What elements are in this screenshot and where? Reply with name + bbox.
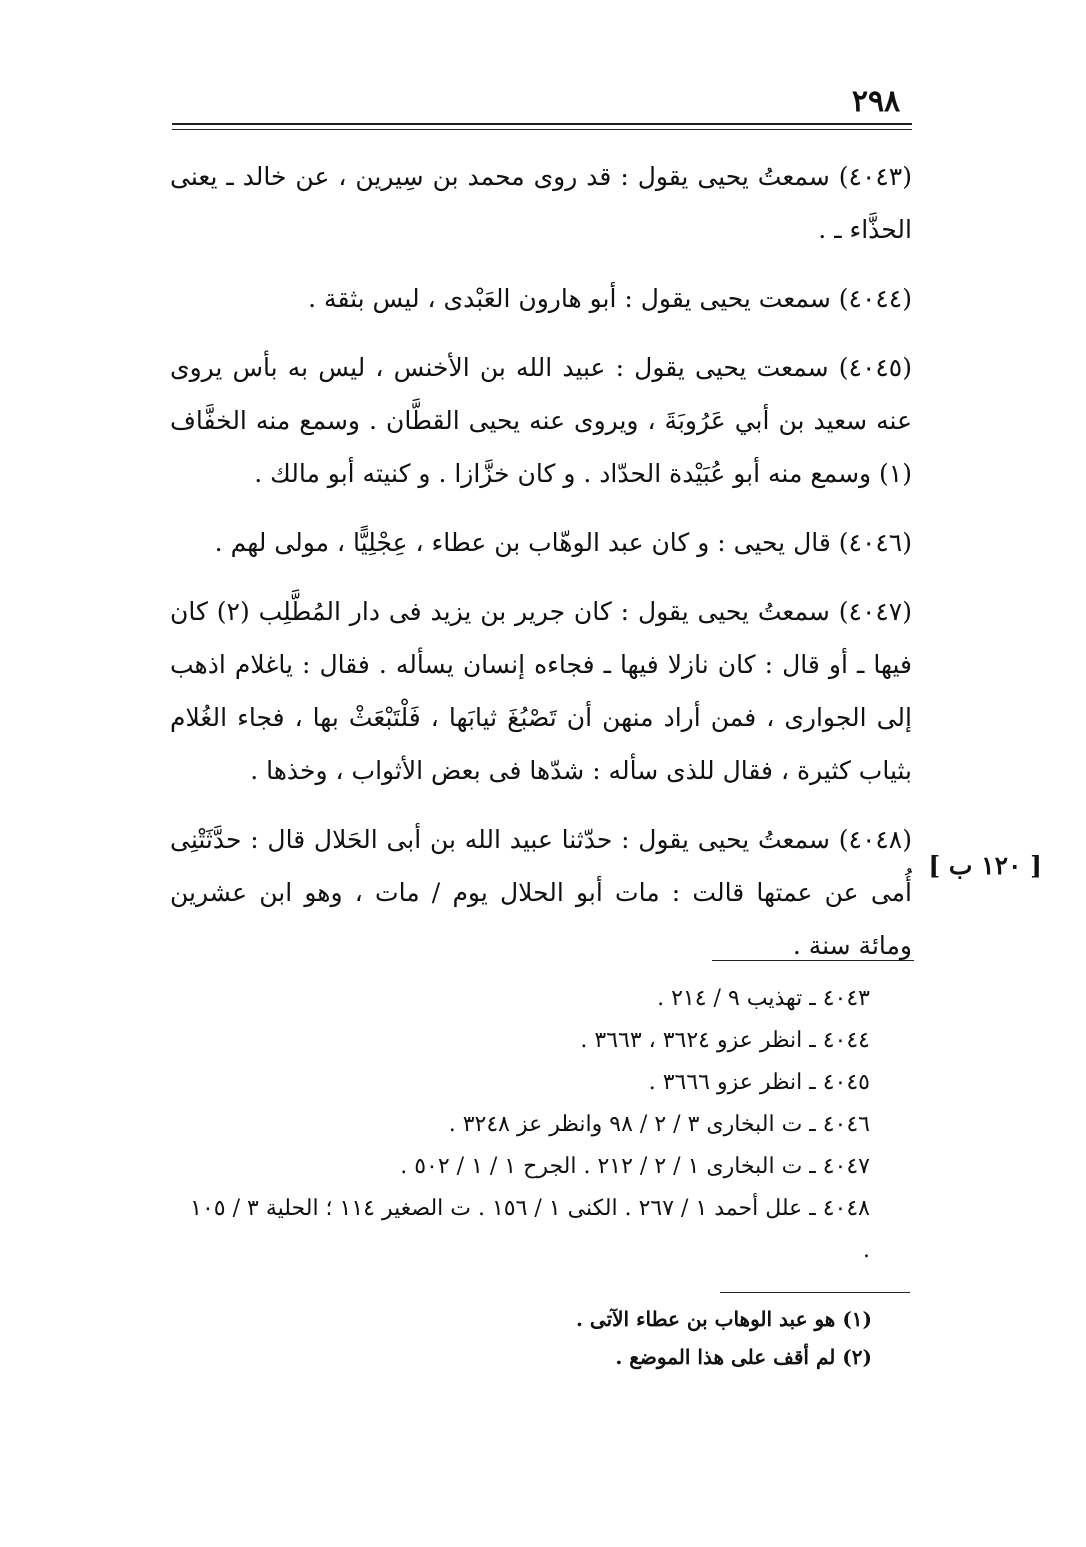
entry-4043: (٤٠٤٣) سمعتُ يحيى يقول : قد روى محمد بن سِيرين ، عن خالد ـ يعنى الحذَّاء ـ . (170, 162, 912, 244)
entry-4047: (٤٠٤٧) سمعتُ يحيى يقول : كان جرير بن يزيد فى دار المُطَّلِب (٢) كان فيها ـ أو قال : كان نازلا فيها ـ فجاءه إنسان يسأله . فقال : ياغلام اذهب إلى الجوارى ، فمن أراد منهن أن تَصْبُغَ ثيابَها ، فَلْتَبْعَثْ بها ، فجاء الغُلام بثياب كثيرة ، فقال للذى سأله : شدّها فى بعض الأثواب ، وخذها . (170, 597, 912, 785)
header-rule (172, 123, 912, 125)
entry-4044: (٤٠٤٤) سمعت يحيى يقول : أبو هارون العَبْدى ، ليس بثقة . (308, 284, 912, 313)
footnote-2: (٢) لم أقف على هذا الموضع . (615, 1345, 872, 1369)
footnotes-rule (720, 1292, 910, 1293)
references-rule (712, 960, 914, 961)
folio-margin-note: [ ١٢٠ ب ] (928, 851, 1042, 880)
page-number: ٢٩٨ (851, 84, 901, 119)
main-text (170, 150, 912, 988)
entry-4045: (٤٠٤٥) سمعت يحيى يقول : عبيد الله بن الأخنس ، ليس به بأس يروى عنه سعيد بن أبي عَرُوبَةَ ، ويروى عنه يحيى القطَّان . وسمع منه الخفَّاف (١) وسمع منه أبو عُبَيْدة الحدّاد . و كان خزَّازا . و كنيته أبو مالك . (170, 353, 912, 488)
reference-4048: ٤٠٤٨ ـ علل أحمد ١ / ٢٦٧ . الكنى ١ / ١٥٦ . ت الصغير ١١٤ ؛ الحلية ٣ / ١٠٥ . (190, 1196, 870, 1263)
reference-4045: ٤٠٤٥ ـ انظر عزو ٣٦٦٦ . (648, 1070, 870, 1095)
reference-4046: ٤٠٤٦ ـ ت البخارى ٣ / ٢ / ٩٨ وانظر عز ٣٢٤٨ . (448, 1112, 870, 1137)
reference-4043: ٤٠٤٣ ـ تهذيب ٩ / ٢١٤ . (657, 986, 870, 1011)
footnotes (400, 1300, 872, 1376)
references-list (180, 978, 870, 1272)
entry-4046: (٤٠٤٦) قال يحيى : و كان عبد الوهّاب بن عطاء ، عِجْلِيًّا ، مولى لهم . (214, 528, 912, 557)
reference-4047: ٤٠٤٧ ـ ت البخارى ١ / ٢ / ٢١٢ . الجرح ١ / ١ / ٥٠٢ . (400, 1154, 870, 1179)
entry-4048: (٤٠٤٨) سمعتُ يحيى يقول : حدّثنا عبيد الله بن أبى الحَلال قال : حدَّثَتْنِى أُمى عن عمتها قالت : مات أبو الحلال يوم / مات ، وهو ابن عشرين ومائة سنة . (170, 825, 912, 960)
header-rule-thin (172, 129, 912, 130)
footnote-1: (١) هو عبد الوهاب بن عطاء الآتى . (575, 1307, 872, 1331)
reference-4044: ٤٠٤٤ ـ انظر عزو ٣٦٢٤ ، ٣٦٦٣ . (580, 1028, 870, 1053)
